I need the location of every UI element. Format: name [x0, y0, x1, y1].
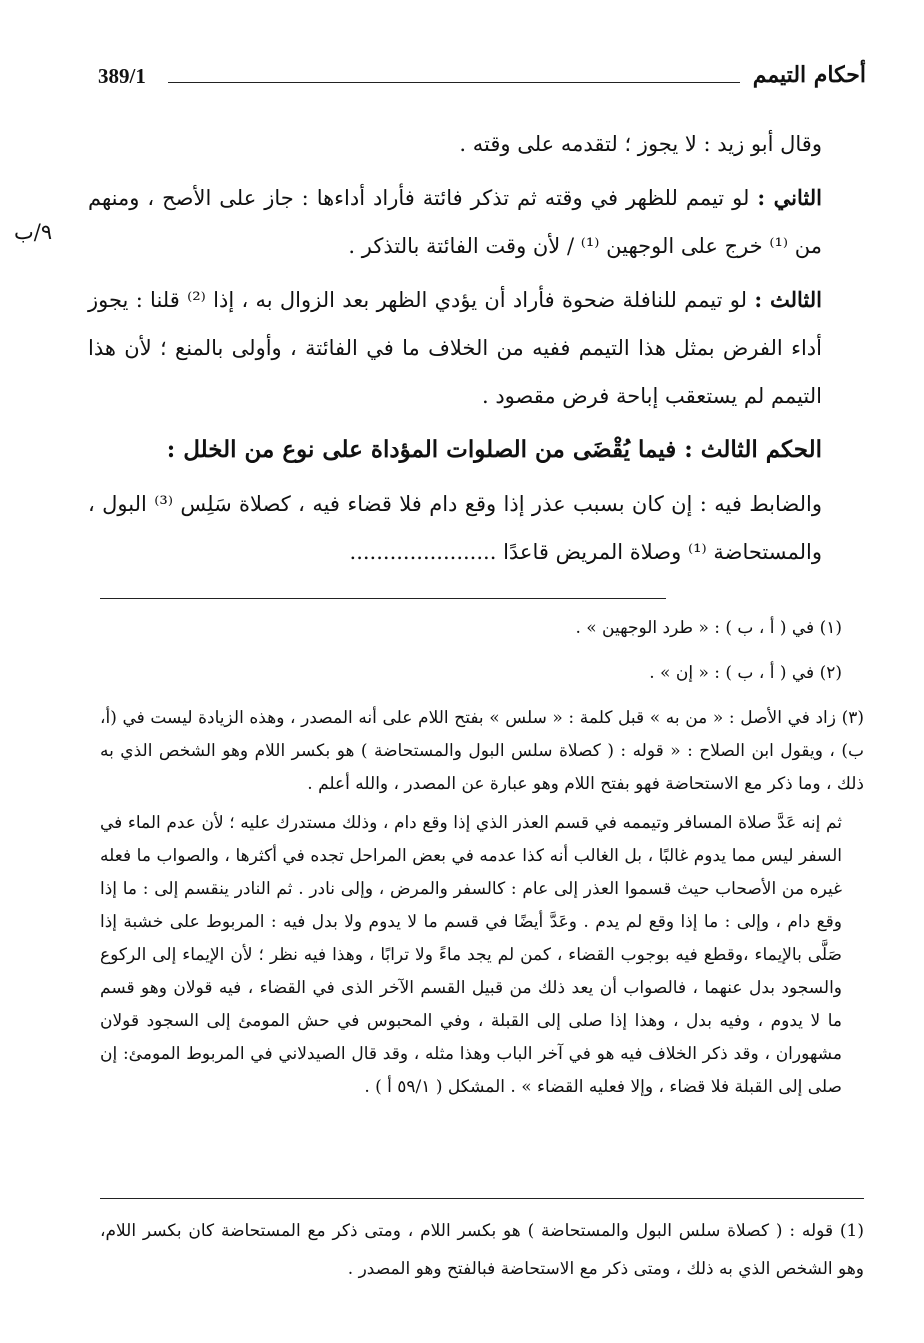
footnote-3-continuation: ثم إنه عَدَّ صلاة المسافر وتيممه في قسم العذر الذي إذا وقع دام ، وذلك مستدرك عليه ؛ لأن عدم الماء في السفر ليس مما يدوم غالبًا ، بل الغالب أنه كذا عدمه في بعض المراحل تجده في أكثرها ، والصواب ما فعله غيره من الأصحاب حيث قسموا العذر إلى عام : كالسفر والمرض ، وإلى نادر . ثم النادر ينقسم إلى : ما إذا وقع دام ، وإلى : ما إذا وقع لم يدم . وعَدَّ أيضًا في قسم ما لا يدوم ولا بدل فيه : المربوط على خشبة إذا صَلَّى بالإيماء ،وقطع فيه بوجوب القضاء ، كمن لم يجد ماءً ولا ترابًا ، وهذا فيه نظر ؛ لأن الإيماء إلى الركوع والسجود بدل عنهما ، فالصواب أن يعد ذلك من قبيل القسم الآخر الذى في القضاء ، فيه قولان وهو قسم ما لا يدوم ، وفيه بدل ، وهذا إذا صلى إلى القبلة ، وفي المحبوس في حش المومئ إلى السجود قولان مشهوران ، وقد ذكر الخلاف فيه هو في آخر الباب وهذا مثله ، وقد قال الصيدلاني في المربوط المومئ: إن صلى إلى القبلة فلا قضاء ، وإلا فعليه القضاء » . المشكل ( ٥٩/١ أ ) . [100, 813, 843, 1097]
footnotes [100, 612, 864, 1104]
paragraph-2-text: لو تيمم للظهر في وقته ثم تذكر فائتة فأراد أداءها : جاز على الأصح ، ومنهم من ⁽¹⁾ خرج على الوجهين ⁽¹⁾ / لأن وقت الفائتة بالتذكر . [88, 186, 822, 258]
footnote-divider [100, 598, 666, 599]
chapter-title: أحكام التيمم [752, 62, 866, 88]
secondary-footnote-1: (1) قوله : ( كصلاة سلس البول والمستحاضة ) هو بكسر اللام ، ومتى ذكر مع المستحاضة كان بكسر اللام، وهو الشخص الذي به ذلك ، ومتى ذكر مع الاستحاضة فبالفتح وهو المصدر . [100, 1221, 864, 1279]
paragraph-2-label: الثاني : [757, 185, 822, 210]
secondary-footnotes [100, 1212, 864, 1288]
paragraph-3 [88, 276, 868, 420]
paragraph-3-text: لو تيمم للنافلة ضحوة فأراد أن يؤدي الظهر بعد الزوال به ، إذا ⁽²⁾ قلنا : يجوز أداء الفرض بمثل هذا التيمم ففيه من الخلاف ما في الفائتة ، وأولى بالمنع ؛ لأن هذا التيمم لم يستعقب إباحة فرض مقصود . [88, 288, 822, 408]
header-rule [168, 82, 740, 83]
paragraph-4: والضابط فيه : إن كان بسبب عذر إذا وقع دام فلا قضاء فيه ، كصلاة سَلِس ⁽³⁾ البول ، والمستحاضة ⁽¹⁾ وصلاة المريض قاعدًا ...................... [88, 492, 823, 564]
footnote-2: (٢) في ( أ ، ب ) : « إن » . [649, 663, 842, 683]
paragraph-2 [88, 174, 868, 270]
main-text [88, 120, 868, 582]
paragraph-1: وقال أبو زيد : لا يجوز ؛ لتقدمه على وقته . [459, 132, 822, 156]
paragraph-3-label: الثالث : [754, 287, 822, 312]
running-header [90, 58, 866, 94]
page-number: 389/1 [98, 64, 146, 88]
footnote-3: (٣) زاد في الأصل : « من به » قبل كلمة : « سلس » بفتح اللام على أنه المصدر ، وهذه الزيادة ليست في (أ، ب) ، ويقول ابن الصلاح : « قوله : ( كصلاة سلس البول والمستحاضة ) هو بكسر اللام وهو الشخص الذي به ذلك ، وما ذكر مع الاستحاضة فهو بفتح اللام وهو عبارة عن المصدر ، والله أعلم . [100, 708, 864, 794]
section-heading: الحكم الثالث : فيما يُقْضَى من الصلوات المؤداة على نوع من الخلل : [166, 436, 822, 463]
secondary-footnote-divider [100, 1198, 864, 1199]
footnote-1: (١) في ( أ ، ب ) : « طرد الوجهين » . [575, 618, 842, 638]
margin-folio-note: ٩/ب [14, 220, 53, 244]
